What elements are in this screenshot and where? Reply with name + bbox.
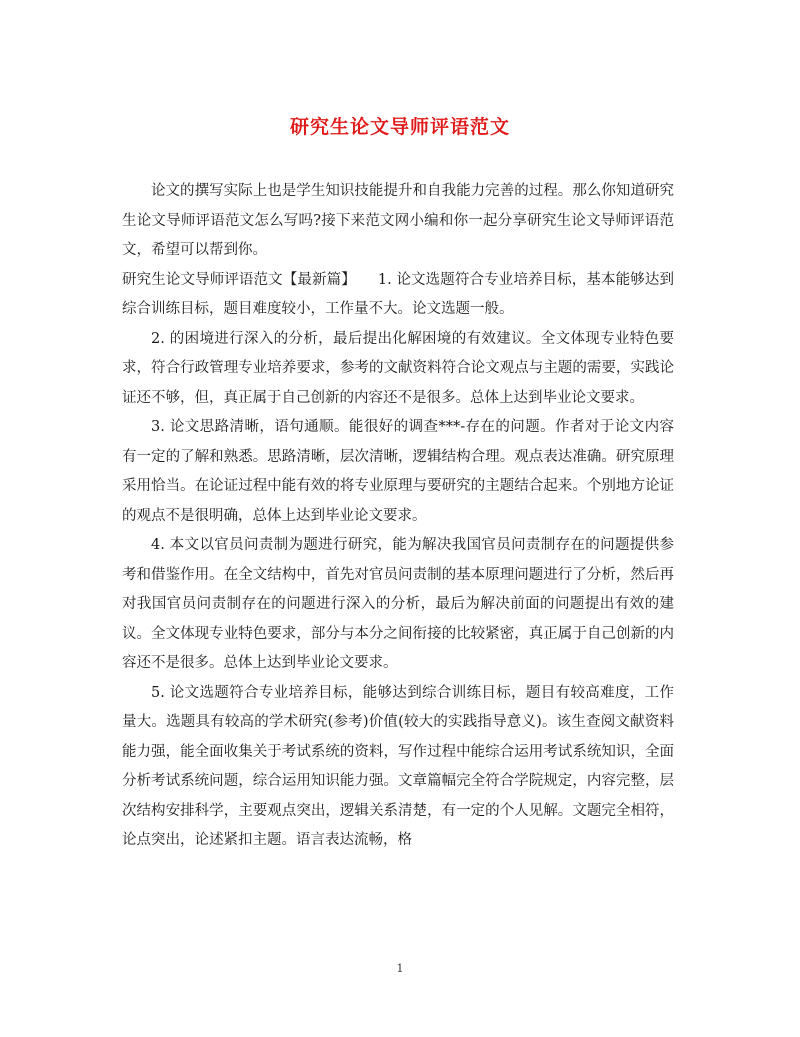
document-body (122, 177, 674, 856)
paragraph-intro: 论文的撰写实际上也是学生知识技能提升和自我能力完善的过程。那么你知道研究生论文导师评语范文怎么写吗?接下来范文网小编和你一起分享研究生论文导师评语范文，希望可以帮到你。 (122, 183, 674, 258)
paragraph-2: 2. 的困境进行深入的分析，最后提出化解困境的有效建议。全文体现专业特色要求，符合行政管理专业培养要求，参考的文献资料符合论文观点与主题的需要，实践论证还不够，但，真正属于自己创新的内容还不是很多。总体上达到毕业论文要求。 (122, 330, 674, 406)
document-title: 研究生论文导师评语范文 (289, 116, 510, 138)
paragraph-5: 5. 论文选题符合专业培养目标，能够达到综合训练目标，题目有较高难度，工作量大。选题具有较高的学术研究(参考)价值(较大的实践指导意义)。该生查阅文献资料能力强，能全面收集关于考试系统的资料，写作过程中能综合运用考试系统知识，全面分析考试系统问题，综合运用知识能力强。文章篇幅完全符合学院规定，内容完整，层次结构安排科学，主要观点突出，逻辑关系清楚，有一定的个人见解。文题完全相符，论点突出，论述紧扣主题。语言表达流畅，格 (122, 684, 674, 848)
page-number: 1 (396, 962, 404, 975)
paragraph-4: 4. 本文以官员问责制为题进行研究，能为解决我国官员问责制存在的问题提供参考和借鉴作用。在全文结构中，首先对官员问责制的基本原理问题进行了分析，然后再对我国官员问责制存在的问题进行深入的分析，最后为解决前面的问题提出有效的建议。全文体现专业特色要求，部分与本分之间衔接的比较紧密，真正属于自己创新的内容还不是很多。总体上达到毕业论文要求。 (122, 537, 674, 671)
paragraph-1: 研究生论文导师评语范文【最新篇】 1. 论文选题符合专业培养目标，基本能够达到综合训练目标，题目难度较小，工作量不大。论文选题一般。 (122, 271, 674, 317)
paragraph-3: 3. 论文思路清晰，语句通顺。能很好的调查***-存在的问题。作者对于论文内容有一定的了解和熟悉。思路清晰，层次清晰，逻辑结构合理。观点表达准确。研究原理采用恰当。在论证过程中能有效的将专业原理与要研究的主题结合起来。个别地方论证的观点不是很明确，总体上达到毕业论文要求。 (122, 419, 674, 524)
